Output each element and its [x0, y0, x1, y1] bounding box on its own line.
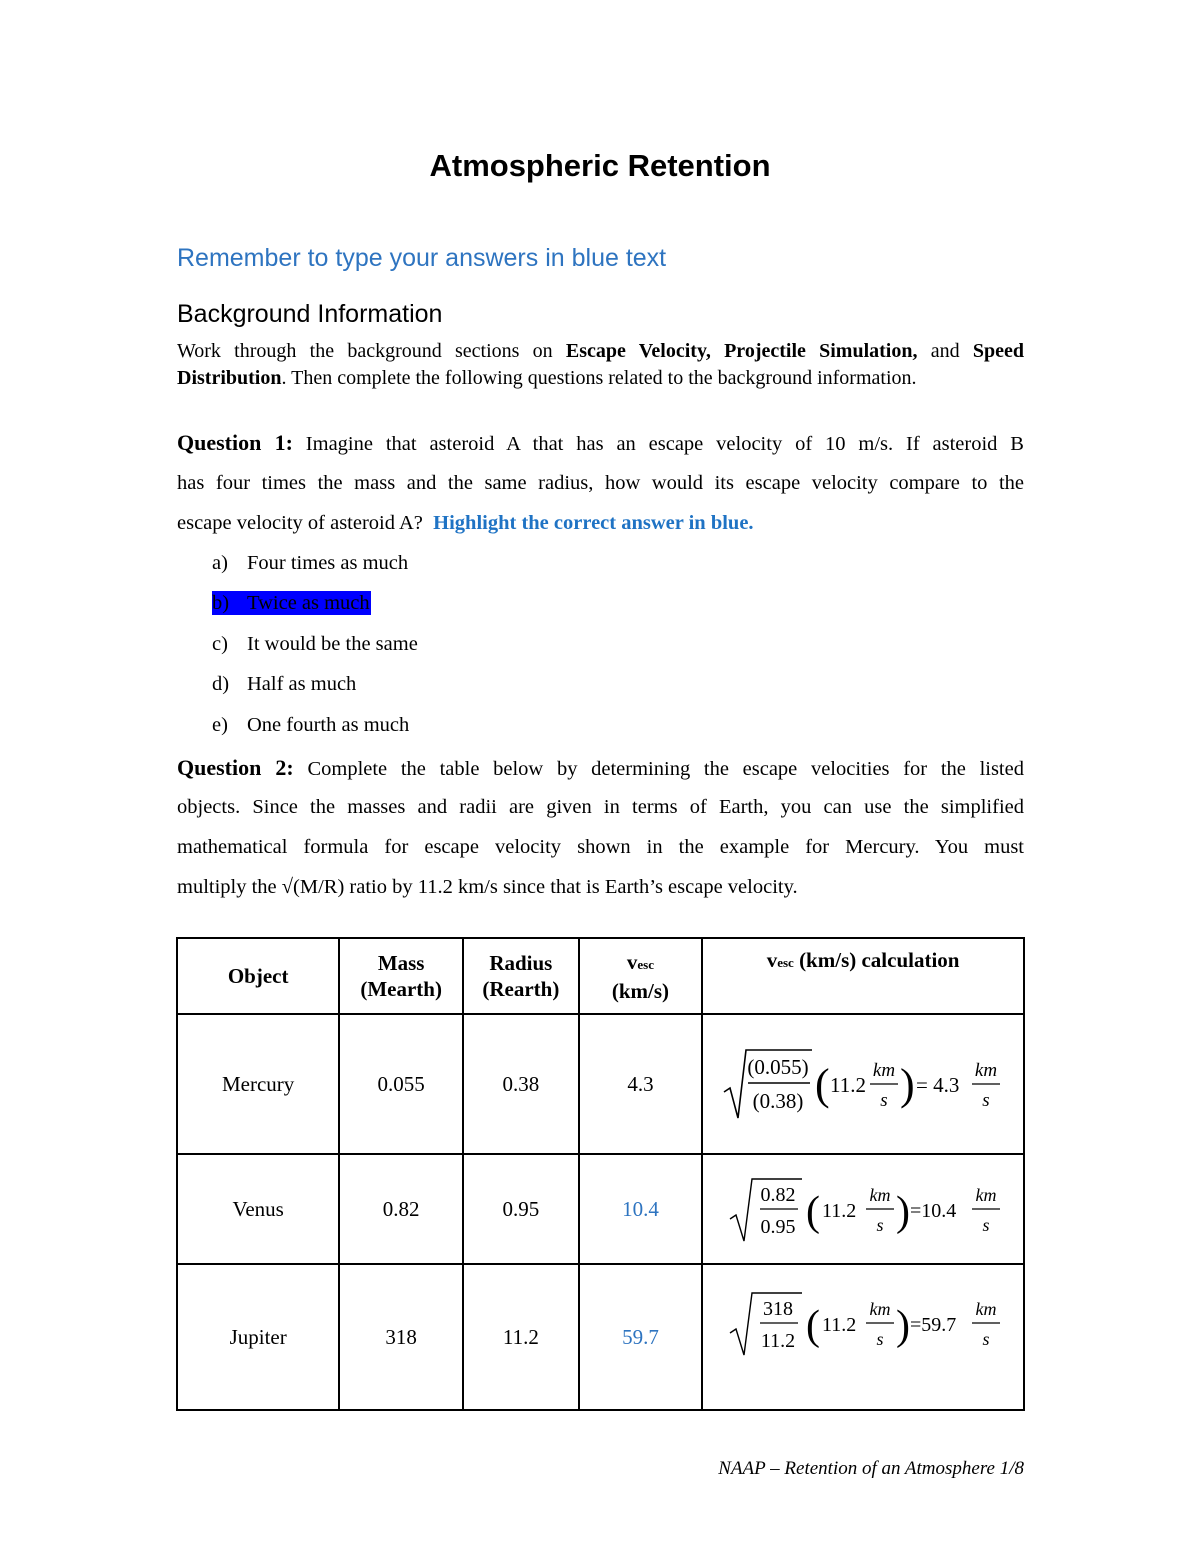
q1-option-a[interactable]: [212, 552, 408, 575]
q2-line-2: objects. Since the masses and radii are given in terms of Earth, you can use the simplified: [177, 796, 1024, 818]
cell-calculation: [702, 1014, 1024, 1154]
q1-option-b[interactable]: [212, 592, 371, 615]
page-title: Atmospheric Retention: [429, 148, 771, 183]
cell-radius: 0.38: [463, 1014, 579, 1154]
formula-constant: 11.2: [830, 1073, 867, 1097]
page-footer: NAAP – Retention of an Atmosphere 1/8: [718, 1458, 1024, 1479]
header-vesc-v: v: [626, 949, 638, 974]
reminder-note: Remember to type your answers in blue text: [177, 244, 667, 272]
formula-constant: 11.2: [822, 1200, 857, 1222]
bg-text-pre: Work through the background sections on: [177, 340, 566, 362]
q1-line-1: [177, 430, 1024, 456]
paren-close: ): [896, 1189, 911, 1235]
unit-s: s: [876, 1329, 884, 1349]
unit-km: km: [975, 1060, 998, 1081]
q1-line-2: has four times the mass and the same radius, how would its escape velocity compare to the: [177, 472, 1024, 494]
q2-line-1: [177, 755, 1024, 781]
option-letter: e): [212, 714, 228, 736]
paren-close: ): [896, 1303, 911, 1349]
table-header-row: [177, 938, 1024, 1014]
cell-vesc-answer[interactable]: 59.7: [579, 1264, 703, 1410]
cell-mass: 0.82: [339, 1154, 463, 1264]
formula-numerator: 318: [763, 1298, 794, 1320]
formula-denominator: 11.2: [760, 1330, 796, 1352]
q1-option-e[interactable]: [212, 714, 409, 737]
option-text: Twice as much: [247, 592, 370, 614]
cell-vesc: 4.3: [579, 1014, 703, 1154]
paren-open: (: [806, 1189, 821, 1235]
cell-calculation: [702, 1154, 1024, 1264]
cell-mass: 318: [339, 1264, 463, 1410]
unit-km: km: [869, 1185, 891, 1205]
paren-close: ): [900, 1060, 915, 1109]
q1-label: Question 1:: [177, 430, 293, 455]
unit-s: s: [982, 1215, 990, 1235]
header-calc-sub: esc: [777, 955, 794, 970]
q1-instruction: Highlight the correct answer in blue.: [433, 512, 754, 534]
option-letter: c): [212, 633, 228, 655]
option-text: It would be the same: [247, 633, 418, 655]
option-text: One fourth as much: [247, 714, 410, 736]
table-row-venus: [177, 1154, 1024, 1264]
option-text: Four times as much: [247, 552, 409, 574]
q1-option-c[interactable]: [212, 633, 418, 656]
formula-constant: 11.2: [822, 1314, 857, 1336]
unit-km: km: [975, 1299, 997, 1319]
cell-object: Jupiter: [177, 1264, 339, 1410]
q1-line-3: [177, 512, 1024, 535]
table-row-mercury: [177, 1014, 1024, 1154]
formula-numerator: (0.055): [747, 1055, 809, 1079]
bg-text-mid: and: [917, 340, 973, 362]
q2-label: Question 2:: [177, 755, 294, 780]
header-calc-v: v: [766, 948, 778, 972]
header-vesc-sub: esc: [637, 956, 654, 972]
cell-vesc-answer[interactable]: 10.4: [579, 1154, 703, 1264]
background-paragraph: [177, 338, 1024, 391]
q2-text-1: Complete the table below by determining the escape velocities for the listed: [293, 758, 1024, 780]
formula-denominator: 0.95: [760, 1216, 796, 1238]
header-radius: [463, 938, 579, 1014]
paren-open: (: [806, 1303, 821, 1349]
header-mass-unit: (Mearth): [360, 977, 442, 1001]
header-calc-rest: (km/s) calculation: [793, 948, 960, 972]
table-row-jupiter: [177, 1264, 1024, 1410]
option-letter: a): [212, 552, 228, 574]
cell-radius: 0.95: [463, 1154, 579, 1264]
header-object: Object: [177, 938, 339, 1014]
unit-s: s: [880, 1090, 888, 1111]
q1-text-1: Imagine that asteroid A that has an escape velocity of 10 m/s. If asteroid B: [292, 433, 1024, 455]
q2-line-3: mathematical formula for escape velocity shown in the example for Mercury. You must: [177, 836, 1024, 858]
formula-mercury: [718, 1044, 1008, 1124]
q2-line-4: multiply the √(M/R) ratio by 11.2 km/s since that is Earth’s escape velocity.: [177, 876, 798, 898]
selected-answer-highlight: [212, 591, 371, 615]
formula-result: =10.4: [910, 1200, 957, 1222]
formula-result: = 4.3: [916, 1073, 960, 1097]
cell-object: Venus: [177, 1154, 339, 1264]
header-mass: [339, 938, 463, 1014]
formula-denominator: (0.38): [752, 1089, 804, 1113]
escape-velocity-table: [176, 937, 1025, 1411]
option-letter: b): [212, 592, 230, 614]
bg-text-post: . Then complete the following questions related to the background information.: [281, 366, 917, 389]
formula-venus: [718, 1173, 1008, 1245]
formula-numerator: 0.82: [760, 1184, 796, 1206]
q1-text-3: escape velocity of asteroid A?: [177, 512, 423, 534]
header-radius-label: Radius: [489, 951, 553, 975]
cell-mass: 0.055: [339, 1014, 463, 1154]
unit-km: km: [975, 1185, 997, 1205]
header-radius-unit: (Rearth): [482, 977, 560, 1001]
section-heading-background: Background Information: [177, 300, 443, 328]
option-letter: d): [212, 673, 230, 695]
unit-s: s: [982, 1329, 990, 1349]
formula-result: =59.7: [910, 1314, 957, 1336]
paren-open: (: [815, 1060, 830, 1109]
option-text: Half as much: [247, 673, 357, 695]
cell-object: Mercury: [177, 1014, 339, 1154]
header-calculation: [702, 938, 1024, 1014]
cell-radius: 11.2: [463, 1264, 579, 1410]
unit-s: s: [982, 1090, 990, 1111]
formula-jupiter: [718, 1287, 1008, 1359]
header-vesc: [579, 938, 703, 1014]
cell-calculation: [702, 1264, 1024, 1410]
unit-km: km: [869, 1299, 891, 1319]
unit-km: km: [873, 1060, 896, 1081]
q1-option-d[interactable]: [212, 673, 356, 696]
bg-bold-sections: Escape Velocity, Projectile Simulation,: [565, 340, 918, 362]
unit-s: s: [876, 1215, 884, 1235]
header-mass-label: Mass: [377, 951, 425, 975]
bg-bold-speed: Speed Distribution: [177, 340, 1024, 389]
header-vesc-unit: (km/s): [611, 978, 670, 1003]
